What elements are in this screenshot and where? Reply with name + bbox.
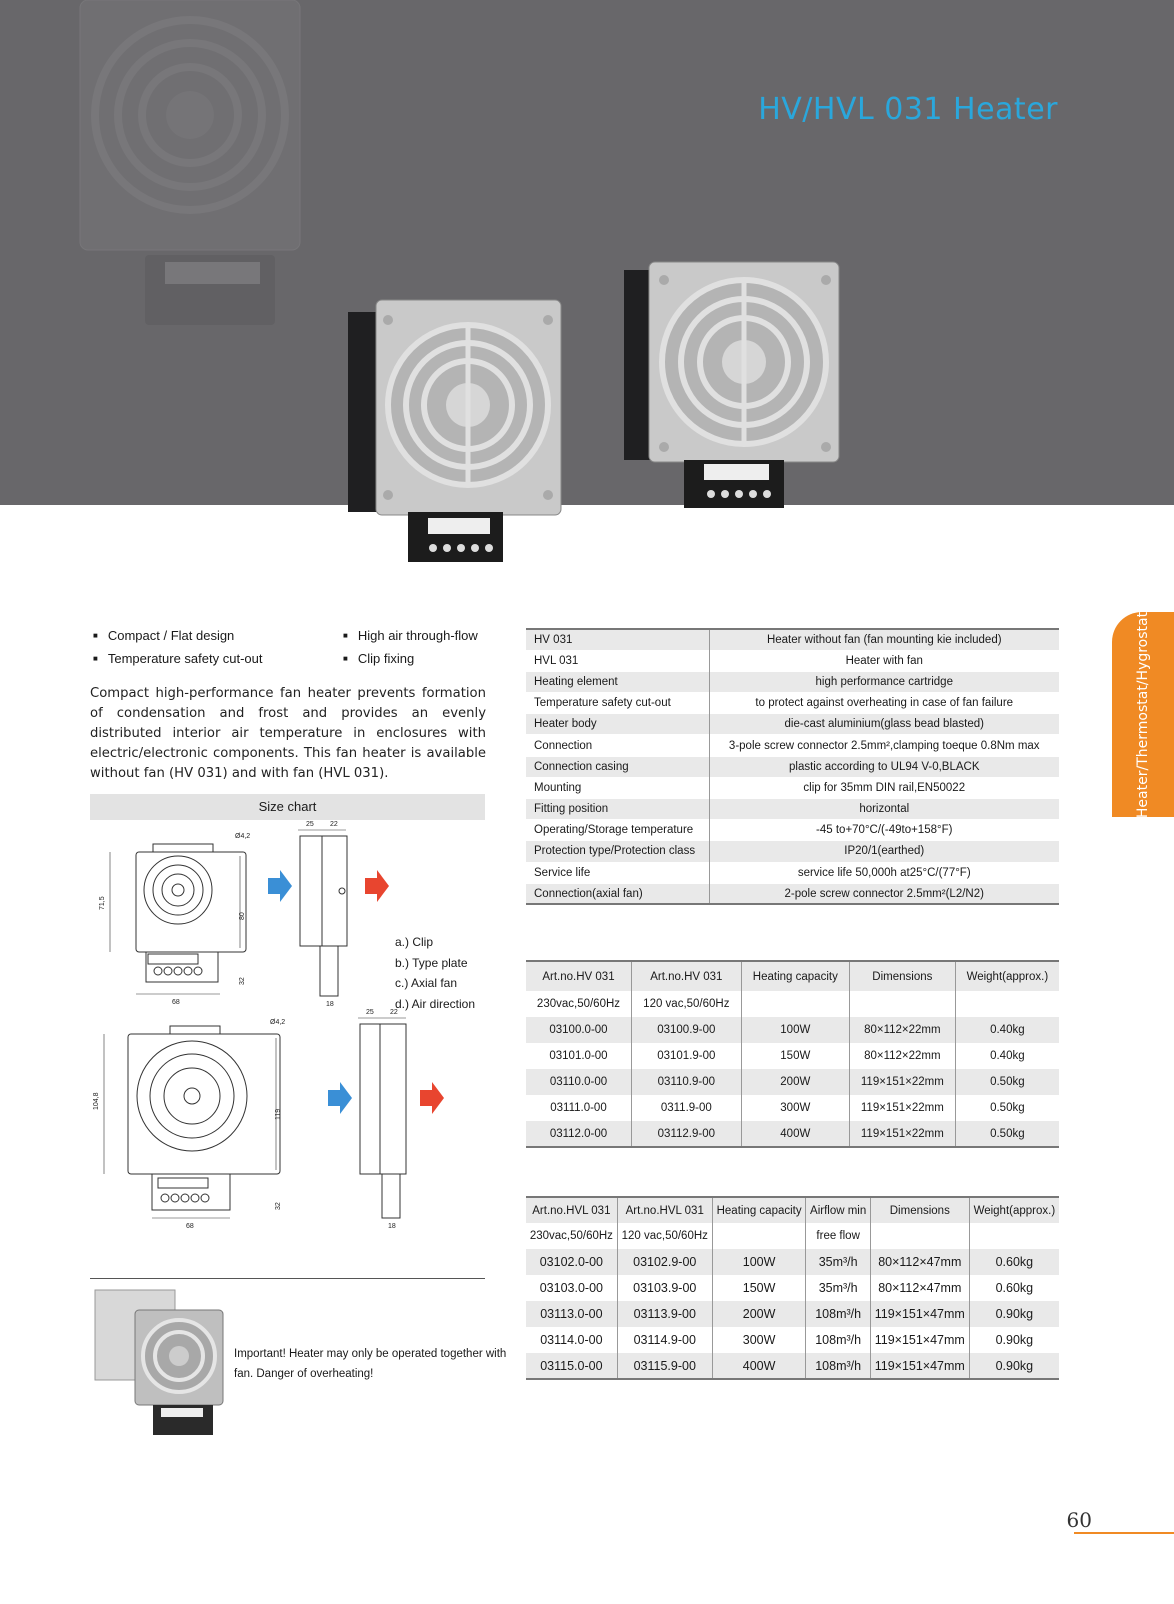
table-subheader-row: [526, 991, 1059, 1017]
table-cell: 03101.0-00: [526, 1043, 631, 1069]
table-subheader-row: [526, 1223, 1059, 1249]
small-depth-label-1: 25: [306, 821, 314, 828]
column-subheader: [849, 991, 955, 1017]
large-height-label: 104,8: [93, 1092, 100, 1110]
legend-item: c.) Axial fan: [395, 976, 458, 990]
table-cell: 119×151×47mm: [870, 1353, 969, 1379]
spec-row: [526, 650, 1059, 671]
table-row: [526, 1353, 1059, 1379]
column-header: Heating capacity: [712, 1197, 806, 1223]
column-header: Art.no.HV 031: [631, 961, 741, 991]
table-cell: 0.40kg: [990, 1050, 1025, 1062]
column-subheader: [955, 991, 1059, 1017]
table-cell: IP20/1(earthed): [709, 841, 1059, 862]
table-cell: 03112.9-00: [631, 1121, 741, 1147]
legend-item: b.) Type plate: [395, 955, 468, 970]
table-cell: clip for 35mm DIN rail,EN50022: [709, 777, 1059, 798]
table-header-row: [526, 1197, 1059, 1223]
table-cell: 80×112×22mm: [849, 1017, 955, 1043]
small-base-width-label: 68: [172, 999, 180, 1006]
small-depth-label-2: 22: [330, 821, 338, 828]
table-cell: 35m³/h: [806, 1275, 870, 1301]
table-cell: 80×112×47mm: [870, 1275, 969, 1301]
table-cell: Mounting: [526, 777, 709, 798]
table-row: [526, 1043, 1059, 1069]
size-chart-legend: [395, 932, 475, 1014]
large-base-height-label: 32: [275, 1202, 282, 1210]
spec-row: [526, 693, 1059, 714]
background-heater-image: [70, 0, 310, 330]
small-clip-width-label: 18: [326, 1001, 334, 1008]
table-cell: 0.50kg: [955, 1069, 1059, 1095]
column-header: Heating capacity: [741, 961, 849, 991]
small-diameter-label: Ø4,2: [235, 833, 251, 840]
table-cell: 03100.0-00: [526, 1017, 631, 1043]
table-row: [526, 1301, 1059, 1327]
table-cell: 100W: [712, 1249, 806, 1275]
spec-row: [526, 883, 1059, 904]
table-cell: high performance cartridge: [709, 671, 1059, 692]
table-cell: 119×151×47mm: [870, 1327, 969, 1353]
table-cell: 300W: [741, 1095, 849, 1121]
column-header: Airflow min: [806, 1197, 870, 1223]
table-cell: Protection type/Protection class: [526, 841, 709, 862]
page-number: 60: [1066, 1508, 1092, 1532]
table-cell: 03102.9-00: [617, 1249, 712, 1275]
table-cell: 0.90kg: [969, 1301, 1059, 1327]
column-subheader: [969, 1223, 1059, 1249]
table-header-row: [526, 961, 1059, 991]
table-cell: 0.90kg: [969, 1353, 1059, 1379]
spec-row: [526, 629, 1059, 650]
table-cell: 03114.9-00: [617, 1327, 712, 1353]
table-cell: Operating/Storage temperature: [526, 820, 709, 841]
large-inner-height-label: 119: [275, 1108, 282, 1120]
legend-item: a.) Clip: [395, 935, 434, 949]
specification-table: [526, 628, 1059, 905]
table-cell: 80×112×22mm: [849, 1043, 955, 1069]
column-subheader: 230vac,50/60Hz: [526, 991, 631, 1017]
hvl031-article-table: [526, 1196, 1059, 1380]
table-cell: 300W: [712, 1327, 806, 1353]
legend-item: d.) Air direction: [395, 996, 476, 1011]
table-cell: Fitting position: [526, 799, 709, 820]
product-description: Compact high-performance fan heater prevents formation of condensation and frost and provides an evenly distributed interior air temperature in enclosures with electric/electronic components. This fan heater is available without fan (HV 031) and with fan (HVL 031).: [90, 686, 486, 781]
heater-hvl031-image: [624, 262, 846, 512]
table-cell: plastic according to UL94 V-0,BLACK: [709, 756, 1059, 777]
table-cell: HVL 031: [526, 650, 709, 671]
table-cell: 0.50kg: [955, 1121, 1059, 1147]
large-diameter-label: Ø4,2: [270, 1019, 286, 1026]
spec-row: [526, 862, 1059, 883]
column-subheader: 120 vac,50/60Hz: [631, 991, 741, 1017]
table-cell: 03113.0-00: [526, 1301, 617, 1327]
heater-hv031-image: [348, 300, 570, 570]
table-cell: to protect against overheating in case of fan failure: [709, 693, 1059, 714]
small-heater-front-drawing: [110, 844, 246, 994]
table-cell: 119×151×22mm: [849, 1069, 955, 1095]
table-cell: 119×151×22mm: [849, 1095, 955, 1121]
heater-with-fan-image: [95, 1290, 225, 1440]
section-tab-label: Heater/Thermostat/Hygrostat: [1135, 611, 1151, 818]
table-cell: Heater with fan: [709, 650, 1059, 671]
large-clip-width-label: 18: [388, 1223, 396, 1230]
table-cell: 200W: [712, 1301, 806, 1327]
table-cell: -45 to+70°C/(-49to+158°F): [709, 820, 1059, 841]
table-row: [526, 1017, 1059, 1043]
page-title: HV/HVL 031 Heater: [758, 92, 1058, 127]
table-cell: Connection(axial fan): [526, 883, 709, 904]
table-cell: 03103.0-00: [526, 1275, 617, 1301]
table-cell: 108m³/h: [806, 1301, 870, 1327]
table-cell: Service life: [526, 862, 709, 883]
large-heater-front-drawing: [104, 1026, 280, 1218]
spec-row: [526, 841, 1059, 862]
large-depth-label-1: 25: [366, 1009, 374, 1016]
spec-row: [526, 799, 1059, 820]
table-cell: 0.50kg: [990, 1102, 1025, 1114]
table-cell: 03112.0-00: [526, 1121, 631, 1147]
table-cell: Connection casing: [526, 756, 709, 777]
table-row: [526, 1327, 1059, 1353]
column-header: Dimensions: [849, 961, 955, 991]
table-cell: 2-pole screw connector 2.5mm²(L2/N2): [709, 883, 1059, 904]
table-cell: 03110.9-00: [631, 1069, 741, 1095]
column-subheader: free flow: [806, 1223, 870, 1249]
table-cell: horizontal: [709, 799, 1059, 820]
feature-item: ■ Compact / Flat design: [93, 628, 234, 643]
small-air-direction-arrows: [268, 870, 389, 902]
table-cell: service life 50,000h at25°C/(77°F): [709, 862, 1059, 883]
divider: [90, 1278, 485, 1279]
feature-item: ■ High air through-flow: [343, 628, 478, 643]
table-cell: 03111.0-00: [526, 1095, 631, 1121]
table-cell: 400W: [712, 1353, 806, 1379]
table-cell: 150W: [741, 1043, 849, 1069]
table-cell: 03115.0-00: [526, 1353, 617, 1379]
feature-item: ■ Clip fixing: [343, 651, 414, 666]
small-base-height-label: 32: [239, 977, 246, 985]
table-cell: 03115.9-00: [617, 1353, 712, 1379]
table-cell: 400W: [741, 1121, 849, 1147]
dimension-drawings: [90, 821, 520, 1276]
spec-row: [526, 735, 1059, 756]
table-cell: 0.40kg: [955, 1017, 1059, 1043]
table-cell: 119×151×22mm: [849, 1121, 955, 1147]
large-air-direction-arrows: [328, 1082, 444, 1114]
column-subheader: [870, 1223, 969, 1249]
column-header: Art.no.HVL 031: [526, 1197, 617, 1223]
table-cell: 03113.9-00: [617, 1301, 712, 1327]
table-cell: 35m³/h: [806, 1249, 870, 1275]
table-cell: 108m³/h: [806, 1353, 870, 1379]
section-side-tab: [1112, 612, 1174, 817]
table-cell: 200W: [741, 1069, 849, 1095]
hv031-article-table: [526, 960, 1059, 1148]
column-header: Weight(approx.): [955, 961, 1059, 991]
column-header: Art.no.HVL 031: [617, 1197, 712, 1223]
large-depth-label-2: 22: [390, 1009, 398, 1016]
table-cell: 03114.0-00: [526, 1327, 617, 1353]
table-cell: 0.60kg: [969, 1249, 1059, 1275]
table-cell: 03101.9-00: [631, 1043, 741, 1069]
table-row: [526, 1069, 1059, 1095]
hero-banner: [0, 0, 1174, 505]
table-cell: 03102.0-00: [526, 1249, 617, 1275]
small-heater-side-drawing: [298, 830, 347, 996]
table-row: [526, 1249, 1059, 1275]
column-subheader: 230vac,50/60Hz: [526, 1223, 617, 1249]
spec-row: [526, 714, 1059, 735]
warning-note: Important! Heater may only be operated together with fan. Danger of overheating!: [234, 1348, 507, 1380]
table-row: [526, 1095, 1059, 1121]
table-cell: 0.60kg: [995, 1281, 1034, 1295]
size-chart-heading: Size chart: [90, 794, 485, 820]
table-cell: Heating element: [526, 671, 709, 692]
table-cell: Heater without fan (fan mounting kie included): [709, 629, 1059, 650]
table-cell: die-cast aluminium(glass bead blasted): [709, 714, 1059, 735]
table-cell: 108m³/h: [806, 1327, 870, 1353]
spec-row: [526, 777, 1059, 798]
large-base-width-label: 68: [186, 1223, 194, 1230]
table-cell: 3-pole screw connector 2.5mm²,clamping toeque 0.8Nm max: [709, 735, 1059, 756]
table-cell: 150W: [712, 1275, 806, 1301]
table-cell: Heater body: [526, 714, 709, 735]
column-header: Weight(approx.): [969, 1197, 1059, 1223]
column-header: Art.no.HV 031: [526, 961, 631, 991]
table-cell: 80×112×47mm: [870, 1249, 969, 1275]
page-number-underline: [1074, 1532, 1174, 1534]
spec-row: [526, 756, 1059, 777]
table-cell: Temperature safety cut-out: [526, 693, 709, 714]
feature-item: ■ Temperature safety cut-out: [93, 651, 262, 666]
column-subheader: 120 vac,50/60Hz: [617, 1223, 712, 1249]
table-cell: 0.90kg: [995, 1333, 1034, 1347]
spec-row: [526, 820, 1059, 841]
small-height-label: 71,5: [99, 896, 106, 910]
column-subheader: [712, 1223, 806, 1249]
table-cell: 0311.9-00: [631, 1095, 741, 1121]
table-cell: 03103.9-00: [617, 1275, 712, 1301]
table-cell: 03100.9-00: [631, 1017, 741, 1043]
large-heater-side-drawing: [358, 1018, 406, 1218]
table-row: [526, 1275, 1059, 1301]
small-inner-height-label: 80: [239, 912, 246, 920]
table-cell: HV 031: [526, 629, 709, 650]
spec-row: [526, 671, 1059, 692]
table-cell: 119×151×47mm: [870, 1301, 969, 1327]
table-row: [526, 1121, 1059, 1147]
table-cell: Connection: [526, 735, 709, 756]
table-cell: 100W: [741, 1017, 849, 1043]
column-header: Dimensions: [870, 1197, 969, 1223]
column-subheader: [741, 991, 849, 1017]
table-cell: 03110.0-00: [526, 1069, 631, 1095]
